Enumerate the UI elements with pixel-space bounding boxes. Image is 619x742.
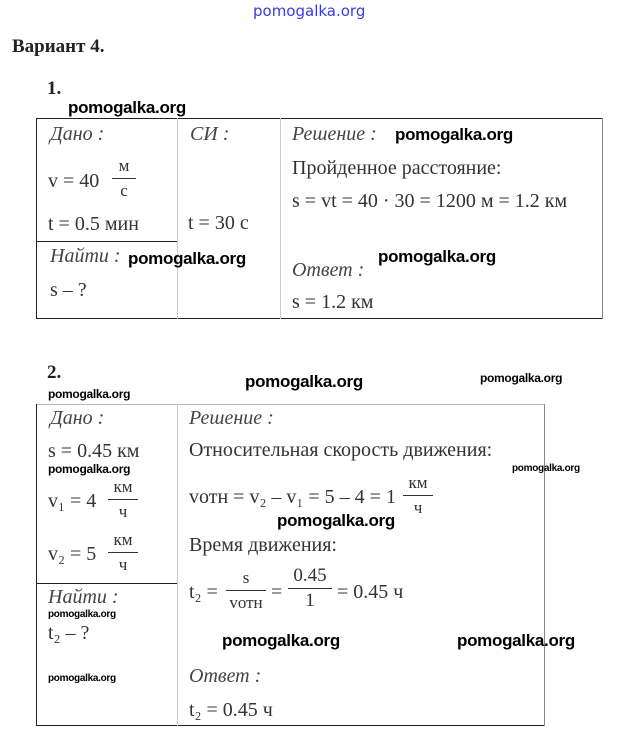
v1-unit [108,476,138,523]
divider [36,404,37,726]
given-label: Дано : [50,123,105,145]
solution-formula: s = vt = 40 · 30 = 1200 м = 1.2 км [292,190,568,212]
divider [177,404,178,726]
watermark: pomogalka.org [48,609,116,620]
find-value: s – ? [50,279,87,301]
given-distance: s = 0.45 км [48,440,140,462]
watermark: pomogalka.org [480,371,563,385]
answer-label: Ответ : [292,259,365,281]
find-label: Найти : [50,245,121,267]
solution-label: Решение : [189,407,274,429]
equals: = [271,581,283,603]
divider [36,318,603,319]
divider [36,118,37,319]
task1-number: 1. [47,78,62,99]
given-label: Дано : [50,407,105,429]
frac-num: 0.45 [293,565,327,586]
solution-step: Относительная скорость движения: [189,439,493,461]
frac-den: 1 [305,590,315,611]
page-title: Вариант 4. [12,36,105,57]
fraction-s-vrel [226,567,266,614]
velocity-unit [112,155,136,202]
task2-number: 2. [47,362,62,383]
v2-unit [108,529,138,576]
divider [36,404,545,405]
watermark: pomogalka.org [222,631,340,650]
unit-num: км [408,473,428,492]
solution-step: Пройденное расстояние: [292,157,502,179]
given-velocity: v = 40 [48,170,100,192]
unit-num: м [118,156,130,175]
divider [280,118,281,319]
fraction-values [288,565,332,612]
watermark: pomogalka.org [457,631,575,650]
unit-num: км [113,477,133,496]
watermark: pomogalka.org [48,462,131,476]
given-v2: v₂ = 5 [48,543,97,565]
find-value: t₂ – ? [48,622,90,644]
watermark: pomogalka.org [68,98,186,117]
unit-den: с [120,181,128,200]
si-time: t = 30 с [188,212,249,234]
watermark: pomogalka.org [128,249,246,268]
watermark: pomogalka.org [48,673,116,684]
frac-num: s [242,568,250,587]
find-label: Найти : [48,586,119,608]
divider [36,118,603,119]
unit-den: ч [118,555,128,574]
divider [602,118,603,319]
relative-velocity-formula: vотн = v₂ – v₁ = 5 – 4 = 1 [189,486,396,508]
answer-value: t₂ = 0.45 ч [189,699,273,721]
divider [36,241,177,242]
divider [544,404,545,726]
solution-step: Время движения: [189,534,337,556]
si-label: СИ : [190,123,230,145]
unit-den: ч [413,498,423,517]
time-formula-lhs: t₂ = [189,581,218,603]
divider [36,583,177,584]
watermark: pomogalka.org [245,372,363,391]
answer-label: Ответ : [189,665,262,687]
time-formula-rhs: = 0.45 ч [337,581,404,603]
divider [36,725,545,726]
watermark: pomogalka.org [395,125,513,144]
header-watermark[interactable]: pomogalka.org [253,2,366,20]
given-time: t = 0.5 мин [48,213,139,235]
divider [177,118,178,319]
solution-label: Решение : [292,123,377,145]
given-v1: v₁ = 4 [48,490,97,512]
unit-num: км [113,530,133,549]
watermark: pomogalka.org [378,247,496,266]
velocity-unit [403,472,433,519]
watermark: pomogalka.org [512,463,580,474]
frac-den: vотн [229,593,263,612]
watermark: pomogalka.org [48,387,131,401]
watermark: pomogalka.org [277,511,395,530]
unit-den: ч [118,502,128,521]
answer-value: s = 1.2 км [292,291,374,313]
